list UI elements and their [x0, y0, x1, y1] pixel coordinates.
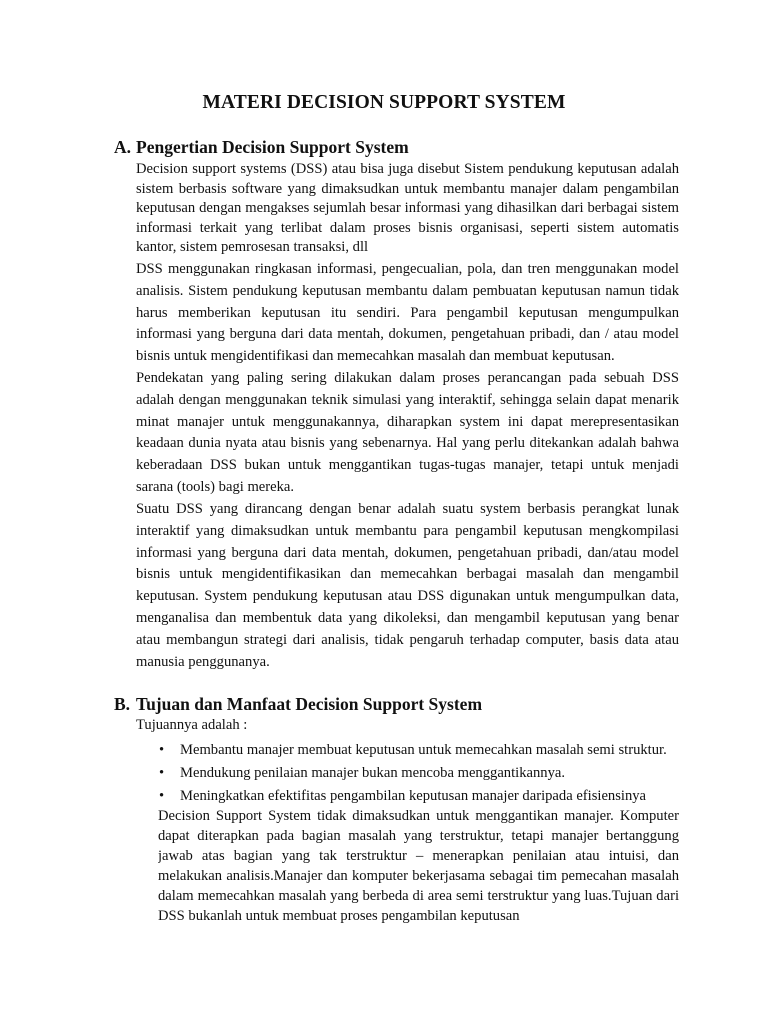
- goals-list: [136, 739, 696, 808]
- bullet-icon: •: [159, 742, 165, 758]
- section-a-heading: [114, 137, 409, 158]
- section-b-title: Tujuan dan Manfaat Decision Support System: [136, 694, 483, 714]
- list-item: [136, 739, 696, 762]
- section-b-paragraph: Decision Support System tidak dimaksudkan untuk menggantikan manajer. Komputer dapat diterapkan pada bagian masalah yang terstruktur, tetapi manajer bertanggung jawab atas bagian yang tak terstruktur – menerapkan penilaian atau intuisi, dan melakukan analisis.Manajer dan komputer bekerjasama sebagai tim pemecahan masalah dalam memecahkan masalah yang berbeda di area semi terstruktur yang luas.Tujuan dari DSS bukanlah untuk membuat proses pengambilan keputusan: [158, 808, 679, 924]
- section-a-paragraph-1: Decision support systems (DSS) atau bisa juga disebut Sistem pendukung keputusan adalah sistem berbasis software yang dimaksudkan untuk membantu manajer dalam pengambilan keputusan dengan mengakses sejumlah besar informasi yang dihasilkan dari berbagai sistem informasi terkait yang terlibat dalam proses bisnis organisasi, seperti sistem automatis kantor, sistem pemrosesan transaksi, dll: [136, 161, 679, 255]
- section-a-letter: A.: [114, 137, 132, 157]
- section-a-paragraph-3: Pendekatan yang paling sering dilakukan dalam proses perancangan pada sebuah DSS adalah dengan menggunakan teknik simulasi yang interaktif, sehingga selain dapat menarik minat manajer untuk menggunakannya, diharapkan system ini dapat merepresentasikan keadaan dunia nyata atau bisnis yang sebenarnya. Hal yang perlu ditekankan adalah bahwa keberadaan DSS bukan untuk menggantikan tugas-tugas manajer, tetapi untuk menjadi sarana (tools) bagi mereka.: [136, 370, 679, 495]
- section-a-paragraph-4: Suatu DSS yang dirancang dengan benar adalah suatu system berbasis perangkat lunak interaktif yang dimaksudkan untuk membantu para pengambil keputusan mengkompilasi informasi yang berguna dari data mentah, dokumen, pengetahuan pribadi, dan/atau model bisnis untuk mengidentifikasikan dan memecahkan berbagai masalah dan mengambil keputusan. System pendukung keputusan atau DSS digunakan untuk mengumpulkan data, menganalisa dan membentuk data yang dikoleksi, dan mengambil keputusan yang benar atau membangun strategi dari analisis, tidak pengaruh terhadap computer, basis data atau manusia penggunanya.: [136, 501, 679, 670]
- bullet-icon: •: [159, 765, 165, 781]
- list-item: [136, 762, 696, 785]
- section-a-paragraph-2: DSS menggunakan ringkasan informasi, pengecualian, pola, dan tren menggunakan model analisis. Sistem pendukung keputusan membantu dalam pembuatan keputusan namun tidak harus memberikan keputusan itu sendiri. Para pengambil keputusan mengumpulkan informasi yang berguna dari data mentah, dokumen, pengetahuan pribadi, dan / atau model bisnis untuk mengidentifikasi dan memecahkan masalah dan membuat keputusan.: [136, 261, 679, 365]
- list-item: [136, 785, 696, 808]
- bullet-icon: •: [159, 788, 165, 804]
- document-title: MATERI DECISION SUPPORT SYSTEM: [202, 92, 566, 113]
- section-b-letter: B.: [114, 694, 131, 714]
- list-item-text: Meningkatkan efektifitas pengambilan keputusan manajer daripada efisiensinya: [180, 788, 647, 804]
- section-a-title: Pengertian Decision Support System: [136, 137, 409, 157]
- list-item-text: Membantu manajer membuat keputusan untuk memecahkan masalah semi struktur.: [180, 742, 667, 758]
- section-b-intro: Tujuannya adalah :: [136, 717, 248, 733]
- list-item-text: Mendukung penilaian manajer bukan mencoba menggantikannya.: [180, 765, 565, 781]
- section-b-heading: [114, 694, 482, 715]
